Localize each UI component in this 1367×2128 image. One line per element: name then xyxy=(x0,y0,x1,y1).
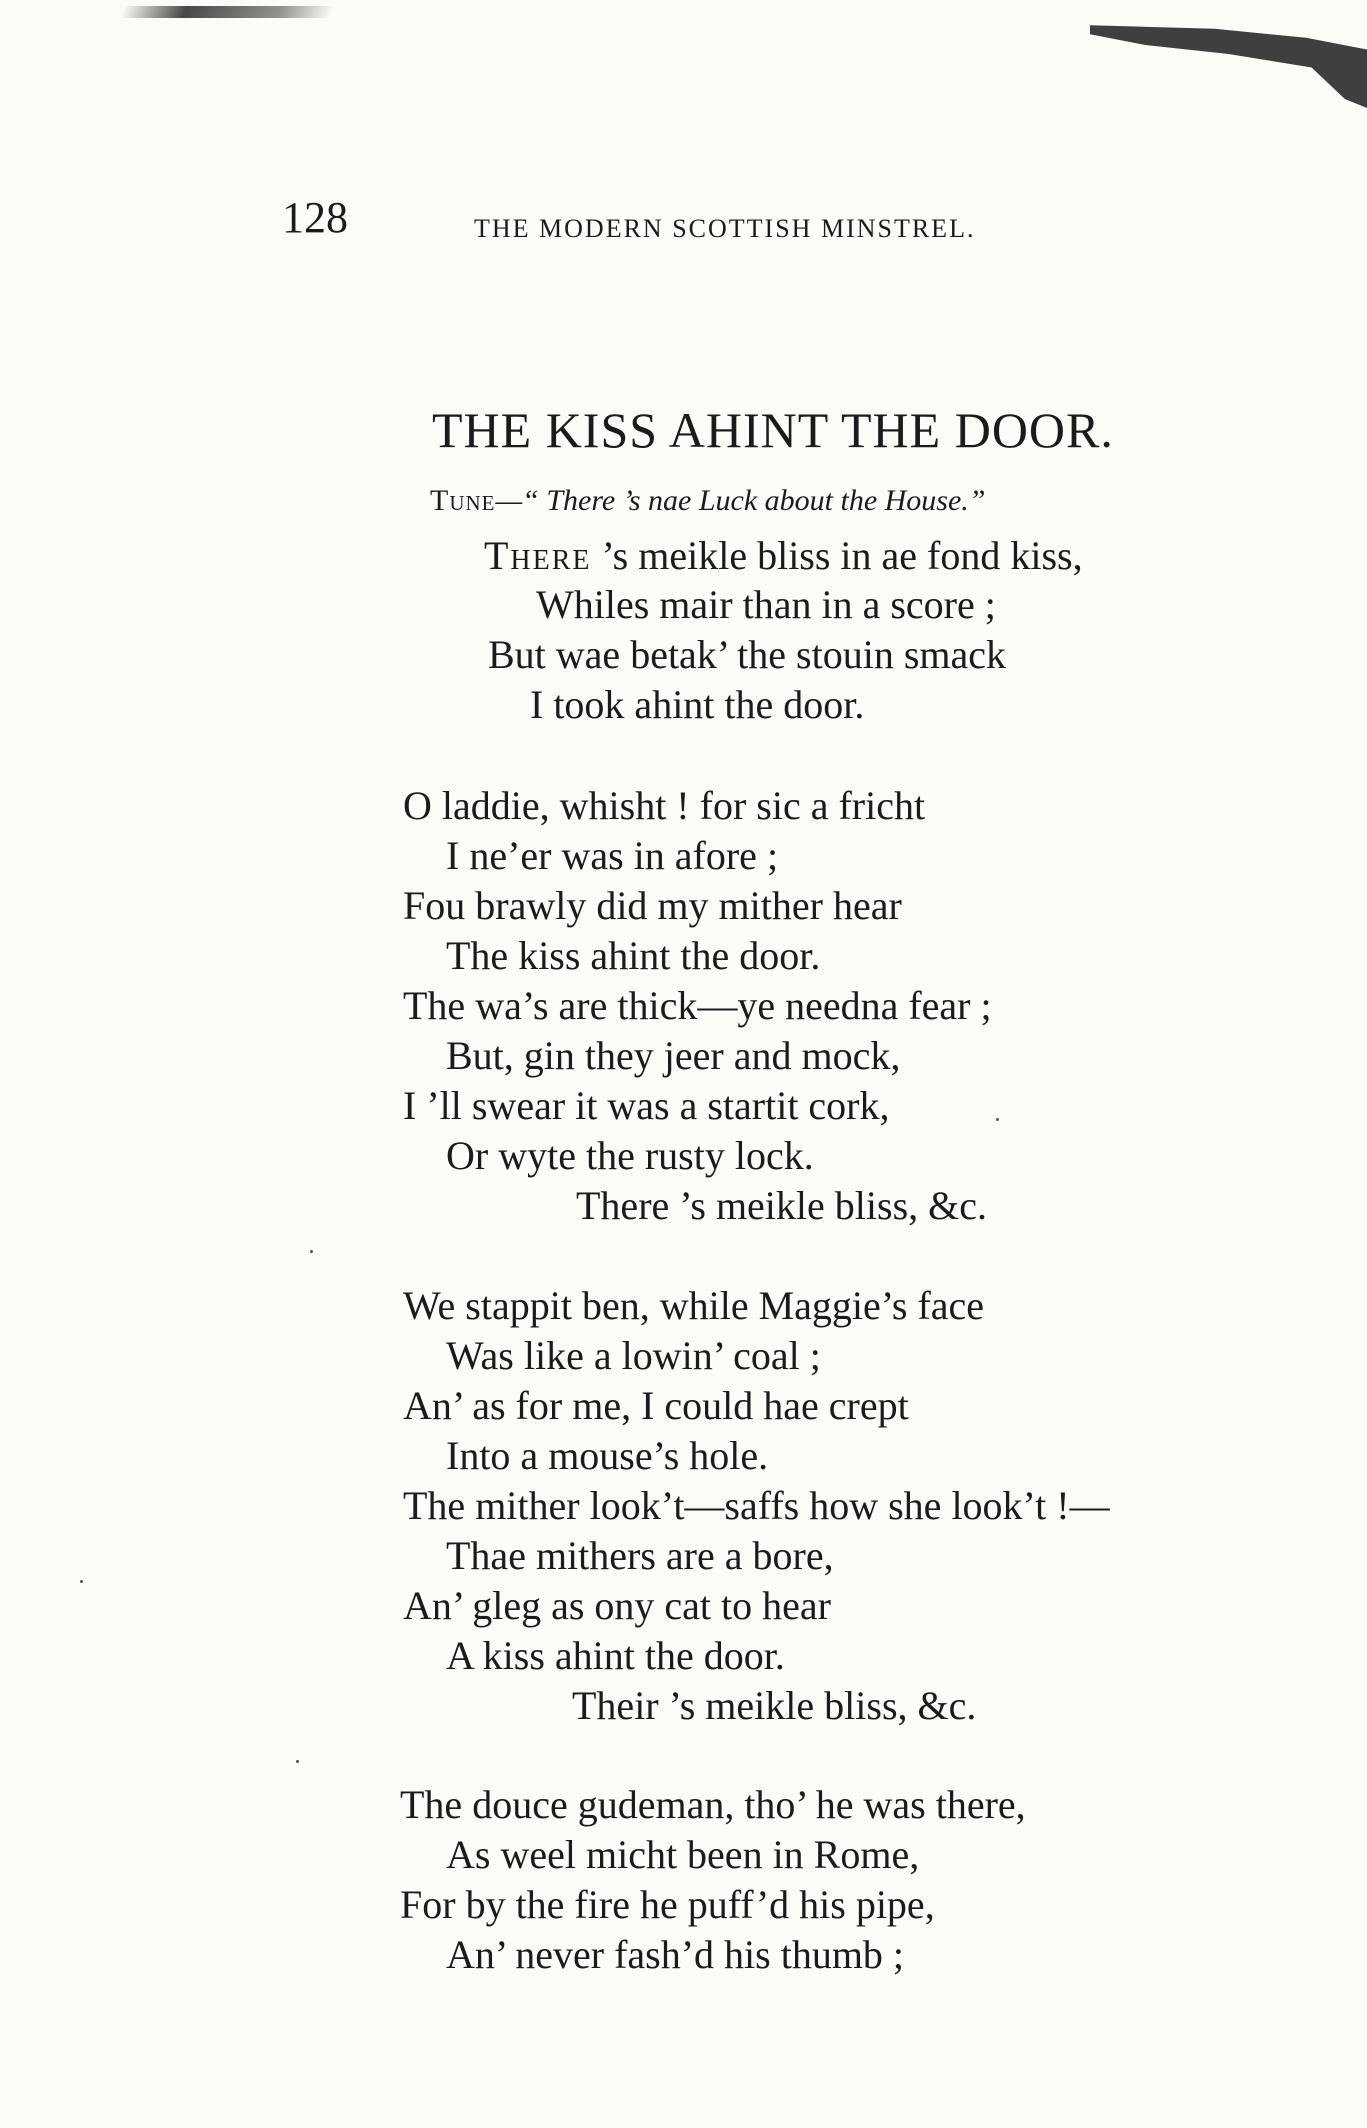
page-number: 128 xyxy=(282,193,348,242)
poem-line: Fou brawly did my mither hear xyxy=(403,883,902,928)
poem-line: I took ahint the door. xyxy=(530,682,865,727)
scan-speck xyxy=(310,1250,313,1253)
poem-line: But wae betak’ the stouin smack xyxy=(488,632,1007,677)
poem-line: Thae mithers are a bore, xyxy=(446,1533,834,1578)
poem-line: Or wyte the rusty lock. xyxy=(446,1133,814,1178)
poem-line: Was like a lowin’ coal ; xyxy=(446,1333,821,1378)
poem-line: The mither look’t—saffs how she look’t !— xyxy=(403,1483,1110,1528)
scan-speck xyxy=(296,1760,299,1763)
poem-line: The wa’s are thick—ye needna fear ; xyxy=(403,983,992,1028)
scan-smudge-top-right xyxy=(1090,18,1367,108)
poem-line: An’ as for me, I could hae crept xyxy=(403,1383,909,1428)
poem-line: We stappit ben, while Maggie’s face xyxy=(403,1283,985,1328)
poem-line: The kiss ahint the door. xyxy=(446,933,821,978)
scan-smudge-top-left xyxy=(120,6,334,18)
poem-line: I ne’er was in afore ; xyxy=(446,833,779,878)
poem-line: As weel micht been in Rome, xyxy=(446,1832,920,1877)
poem-line: For by the fire he puff’d his pipe, xyxy=(400,1882,935,1927)
running-head: THE MODERN SCOTTISH MINSTREL. xyxy=(474,214,976,243)
poem-line: There ’s meikle bliss in ae fond kiss, xyxy=(484,533,1083,578)
tune-line xyxy=(430,483,985,519)
poem-refrain: There ’s meikle bliss, &c. xyxy=(576,1183,988,1228)
scan-speck xyxy=(80,1580,83,1583)
poem-refrain: Their ’s meikle bliss, &c. xyxy=(572,1683,977,1728)
tune-name: —“ There ’s nae Luck about the House.” xyxy=(495,484,986,517)
poem-line: A kiss ahint the door. xyxy=(446,1633,785,1678)
poem-line: I ’ll swear it was a startit cork, xyxy=(403,1083,890,1128)
poem-line: The douce gudeman, tho’ he was there, xyxy=(400,1782,1026,1827)
poem-first-word: There xyxy=(484,533,592,578)
poem-line: O laddie, whisht ! for sic a fricht xyxy=(403,783,926,828)
poem-title: THE KISS AHINT THE DOOR. xyxy=(432,402,1114,458)
poem-line: An’ gleg as ony cat to hear xyxy=(403,1583,831,1628)
scan-speck xyxy=(996,1118,999,1121)
poem-line: An’ never fash’d his thumb ; xyxy=(446,1932,905,1977)
poem-line: Whiles mair than in a score ; xyxy=(536,582,996,627)
poem-line: But, gin they jeer and mock, xyxy=(446,1033,901,1078)
tune-label: Tune xyxy=(430,484,496,517)
poem-line: Into a mouse’s hole. xyxy=(446,1433,769,1478)
